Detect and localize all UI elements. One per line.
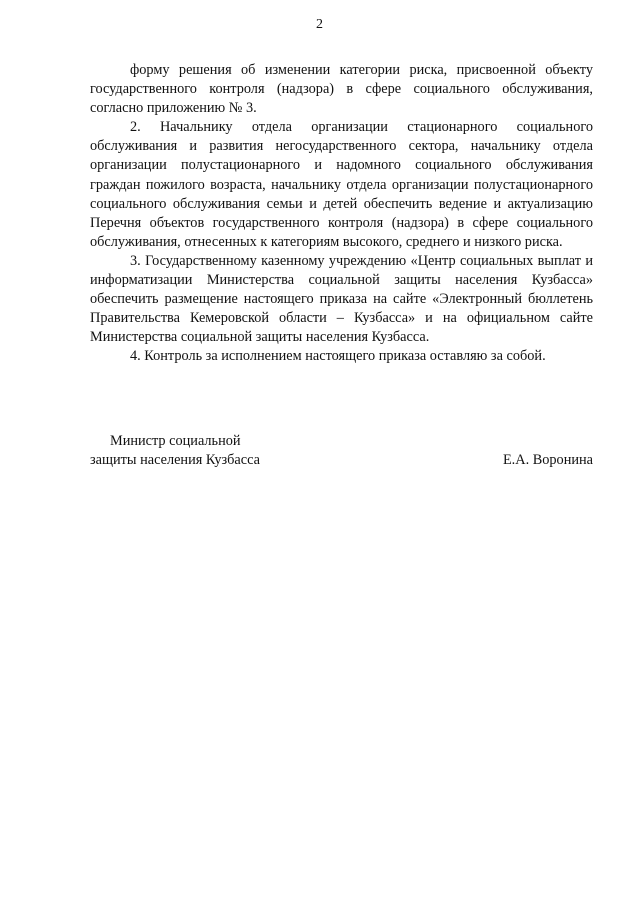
signature-title-line1: Министр социальной: [110, 433, 241, 449]
paragraph-3: 3. Государственному казенному учреждению «Центр социальных выплат и информатизации Министерства социальной защиты населения Кузбасса» обеспечить размещение настоящего приказа на сайте «Электронный бюллетень Правительства Кемеровской области – Кузбасса» и на официальном сайте Министерства социальной защиты населения Кузбасса.: [90, 252, 593, 346]
signatory-name: Е.А. Воронина: [502, 452, 593, 469]
page-number: 2: [316, 17, 323, 32]
paragraph-continuation: форму решения об изменении категории риска, присвоенной объекту государственного контроля (надзора) в сфере социального обслуживания, согласно приложению № 3.: [90, 62, 593, 117]
document-body: [90, 61, 593, 367]
signature-row: [90, 451, 593, 470]
signature-block: [90, 432, 593, 470]
paragraph-4: 4. Контроль за исполнением настоящего приказа оставляю за собой.: [130, 348, 546, 365]
signature-title-line2: защиты населения Кузбасса: [90, 452, 260, 469]
paragraph-2: 2. Начальнику отдела организации стационарного социального обслуживания и развития негосударственного сектора, начальнику отдела организации полустационарного и надомного социального обслуживания граждан пожилого возраста, начальнику отдела организации полустационарного социального обслуживания семьи и детей обеспечить ведение и актуализацию Перечня объектов государственного контроля (надзора) в сфере социального обслуживания, отнесенных к категориям высокого, среднего и низкого риска.: [90, 119, 593, 250]
